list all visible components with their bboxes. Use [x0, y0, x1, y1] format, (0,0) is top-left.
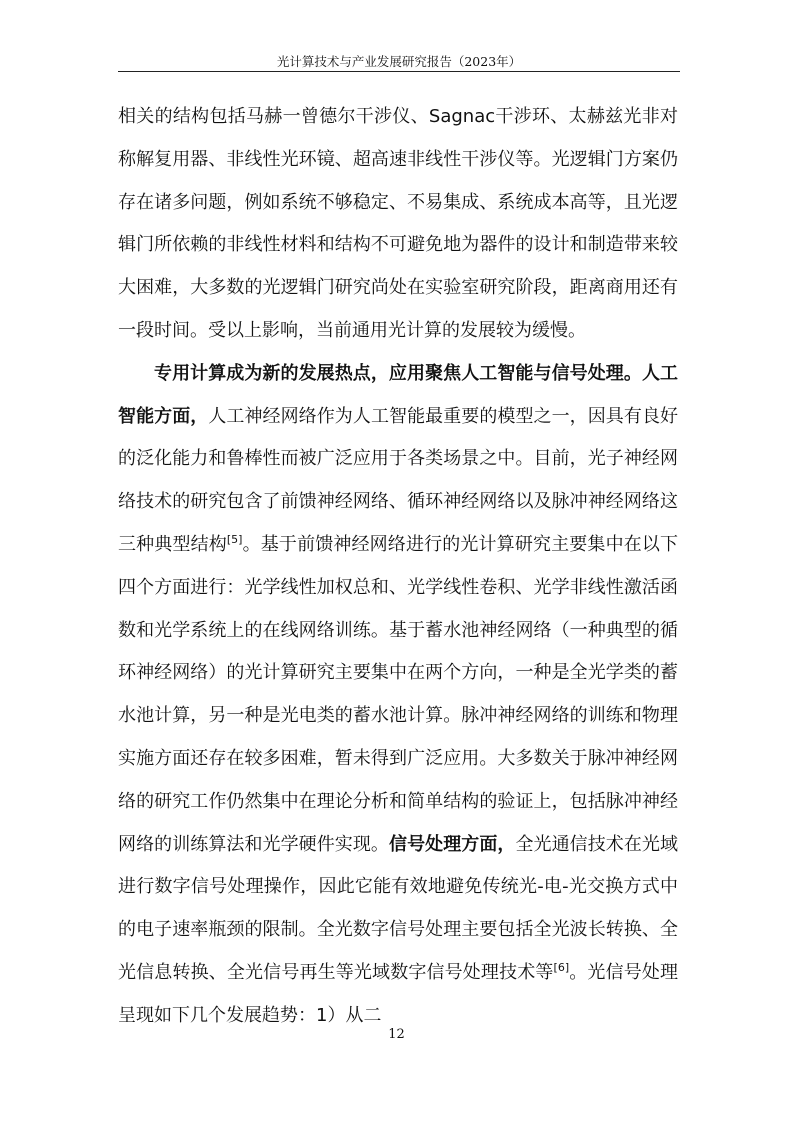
- page-number: 12: [388, 1027, 405, 1042]
- body-text: [118, 96, 678, 1038]
- bold-heading-ai: 人工智能方面，: [118, 362, 679, 427]
- paragraph-1: [118, 96, 678, 353]
- paragraph-2-text-trends: 。光信号处理呈现如下几个发展趋势：1）从二: [118, 961, 679, 1026]
- bold-heading-specialized-computing: 专用计算成为新的发展热点，应用聚焦人工智能与信号处理。: [154, 362, 642, 384]
- running-header: 光计算技术与产业发展研究报告（2023年）: [276, 54, 522, 69]
- paragraph-2: [118, 353, 678, 1038]
- paragraph-2-text-ai: 人工神经网络作为人工智能最重要的模型之一，因具有良好的泛化能力和鲁棒性而被广泛应用于各类场景之中。目前，光子神经网络技术的研究包含了前馈神经网络、循环神经网络以及脉冲神经网络这三种典型结构: [118, 405, 679, 555]
- paragraph-2-text-signal: 全光通信技术在光域进行数字信号处理操作，因此它能有效地避免传统光-电-光交换方式中的电子速率瓶颈的限制。全光数字信号处理主要包括全光波长转换、全光信息转换、全光信号再生等光域数字信号处理技术等: [118, 833, 679, 983]
- paragraph-1-text: 相关的结构包括马赫一曾德尔干涉仪、Sagnac干涉环、太赫兹光非对称解复用器、非线性光环镜、超高速非线性干涉仪等。光逻辑门方案仍存在诸多问题，例如系统不够稳定、不易集成、系统成本高等，且光逻辑门所依赖的非线性材料和结构不可避免地为器件的设计和制造带来较大困难，大多数的光逻辑门研究尚处在实验室研究阶段，距离商用还有一段时间。受以上影响，当前通用光计算的发展较为缓慢。: [118, 106, 678, 341]
- bold-heading-signal-processing: 信号处理方面，: [389, 833, 516, 855]
- paragraph-2-text-networks: 。基于前馈神经网络进行的光计算研究主要集中在以下四个方面进行：光学线性加权总和、光学线性卷积、光学非线性激活函数和光学系统上的在线网络训练。基于蓄水池神经网络（一种典型的循环神经网络）的光计算研究主要集中在两个方向，一种是全光学类的蓄水池计算，另一种是光电类的蓄水池计算。脉冲神经网络的训练和物理实施方面还存在较多困难，暂未得到广泛应用。大多数关于脉冲神经网络的研究工作仍然集中在理论分析和简单结构的验证上，包括脉冲神经网络的训练算法和光学硬件实现。: [118, 533, 679, 855]
- citation-5: [5]: [226, 532, 243, 546]
- citation-6: [6]: [553, 960, 570, 974]
- header-rule: [118, 71, 680, 72]
